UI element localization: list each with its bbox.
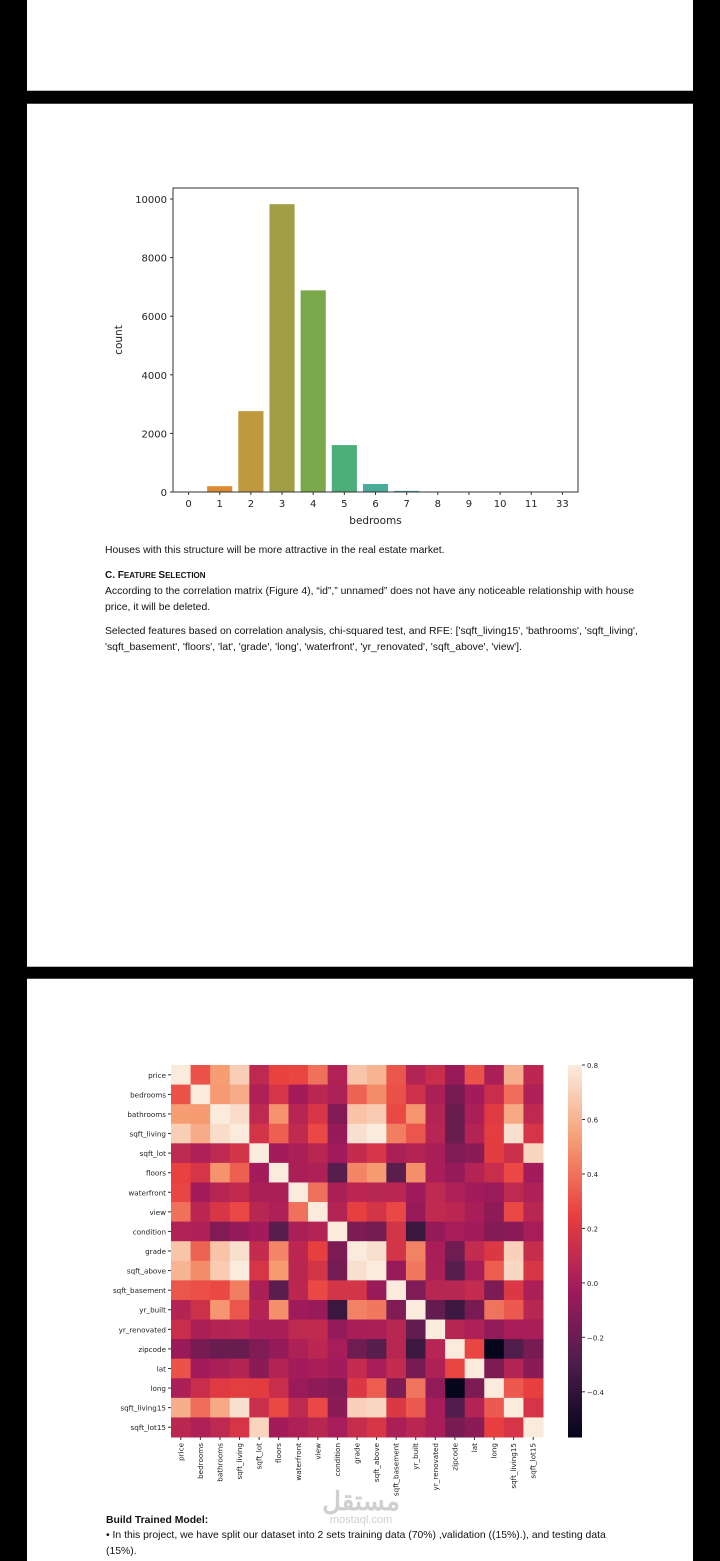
document-page-3 xyxy=(27,978,693,1561)
y-tick-label: 2000 xyxy=(142,429,167,440)
y-tick-label: long xyxy=(150,1384,166,1393)
x-tick-label: 7 xyxy=(403,499,409,510)
x-tick-label: sqft_basement xyxy=(392,1443,401,1496)
colorbar-tick-label: 0.6 xyxy=(587,1116,599,1124)
x-tick-label: yr_renovated xyxy=(431,1443,440,1490)
y-tick-label: yr_renovated xyxy=(119,1325,166,1334)
colorbar-tick-label: 0.4 xyxy=(587,1171,599,1179)
x-tick-label: waterfront xyxy=(294,1443,303,1481)
x-tick-label: price xyxy=(176,1442,185,1460)
heading-part: C. F xyxy=(105,570,124,581)
x-tick-label: floors xyxy=(274,1443,283,1463)
x-tick-label: sqft_living xyxy=(235,1443,244,1480)
y-tick-label: bathrooms xyxy=(127,1110,166,1119)
y-tick-label: lat xyxy=(157,1364,166,1373)
x-tick-label: long xyxy=(490,1443,499,1459)
x-tick-label: 6 xyxy=(372,499,378,510)
x-tick-label: 3 xyxy=(279,499,285,510)
watermark-arabic: مستقل xyxy=(316,1488,406,1514)
x-tick-label: 11 xyxy=(525,499,538,510)
y-tick-label: sqft_basement xyxy=(113,1286,166,1295)
x-tick-label: grade xyxy=(353,1442,362,1463)
paragraph-attractive-structure: Houses with this structure will be more attractive in the real estate market. xyxy=(105,543,645,559)
build-model-body: • In this project, we have split our dataset into 2 sets training data (70%) ,validation ((15%).), and testing data (15%). xyxy=(106,1528,626,1560)
y-tick-label: sqft_lot15 xyxy=(131,1423,166,1432)
x-tick-label: 0 xyxy=(185,499,191,510)
y-tick-label: zipcode xyxy=(138,1345,166,1354)
bar-6 xyxy=(363,484,388,492)
x-tick-label: view xyxy=(313,1443,322,1460)
bar-4 xyxy=(301,290,326,492)
y-tick-label: 10000 xyxy=(135,195,167,206)
watermark-latin: mostaql.com xyxy=(316,1514,406,1526)
y-tick-label: sqft_above xyxy=(127,1267,167,1276)
x-tick-label: 9 xyxy=(466,499,472,510)
x-tick-label: condition xyxy=(333,1443,342,1476)
colorbar-tick-label: −0.4 xyxy=(587,1389,605,1397)
y-tick-label: 8000 xyxy=(142,254,167,265)
y-tick-label: 6000 xyxy=(142,312,167,323)
y-tick-label: floors xyxy=(146,1169,166,1178)
paragraph-correlation: According to the correlation matrix (Figure 4), “id”,” unnamed” does not have any noticeable relationship with house price, it will be deleted. xyxy=(105,584,645,616)
x-tick-label: bedrooms xyxy=(196,1443,205,1479)
y-tick-label: yr_built xyxy=(139,1306,166,1315)
y-axis-label: count xyxy=(113,325,125,355)
paragraph-selected-features: Selected features based on correlation analysis, chi-squared test, and RFE: ['sqft_living15', 'bathrooms', 'sqft_living', 'sqft_basement', 'floors', 'lat', 'grade', 'long', 'waterfront', 'yr_renovated', 'sqft_above', 'view']. xyxy=(105,624,645,656)
bar-5 xyxy=(332,445,357,492)
y-tick-label: sqft_lot xyxy=(140,1149,167,1158)
colorbar-tick-label: 0.2 xyxy=(587,1225,598,1233)
y-tick-label: 4000 xyxy=(142,371,167,382)
y-tick-label: price xyxy=(148,1071,166,1080)
x-tick-label: 10 xyxy=(494,499,507,510)
heading-part: ELECTION xyxy=(165,571,205,580)
y-tick-label: grade xyxy=(145,1247,166,1256)
x-tick-label: zipcode xyxy=(450,1442,459,1470)
y-tick-label: condition xyxy=(133,1227,166,1236)
colorbar-tick-label: 0.0 xyxy=(587,1280,598,1288)
y-tick-label: waterfront xyxy=(128,1188,166,1197)
bar-3 xyxy=(269,204,294,492)
colorbar-tick-label: 0.8 xyxy=(587,1062,598,1070)
bar-1 xyxy=(207,486,232,492)
x-tick-label: yr_built xyxy=(411,1443,420,1470)
build-model-heading: Build Trained Model: xyxy=(106,1513,646,1529)
heading-part: S xyxy=(158,570,165,581)
x-tick-label: 1 xyxy=(217,499,223,510)
y-tick-label: sqft_living15 xyxy=(120,1404,166,1413)
section-heading-feature-selection xyxy=(105,568,645,584)
plot-frame xyxy=(173,188,578,492)
bedrooms-count-bar-chart xyxy=(0,0,720,540)
x-tick-label: 2 xyxy=(248,499,254,510)
x-tick-label: sqft_lot15 xyxy=(529,1443,538,1478)
y-tick-label: bedrooms xyxy=(130,1090,166,1099)
bar-2 xyxy=(238,411,263,492)
y-tick-label: view xyxy=(149,1208,166,1217)
colorbar-tick-label: −0.2 xyxy=(587,1334,604,1342)
x-tick-label: bathrooms xyxy=(215,1443,224,1482)
x-tick-label: lat xyxy=(470,1443,479,1452)
x-tick-label: sqft_lot xyxy=(255,1443,264,1470)
x-tick-label: 5 xyxy=(341,499,347,510)
x-tick-label: sqft_above xyxy=(372,1442,381,1482)
x-tick-label: sqft_living15 xyxy=(509,1443,518,1489)
x-tick-label: 8 xyxy=(435,499,441,510)
x-tick-label: 33 xyxy=(556,499,569,510)
heading-part: EATURE xyxy=(124,571,159,580)
x-tick-label: 4 xyxy=(310,499,316,510)
y-tick-label: 0 xyxy=(161,488,167,499)
y-tick-label: sqft_living xyxy=(130,1130,167,1139)
x-axis-label: bedrooms xyxy=(349,515,401,527)
